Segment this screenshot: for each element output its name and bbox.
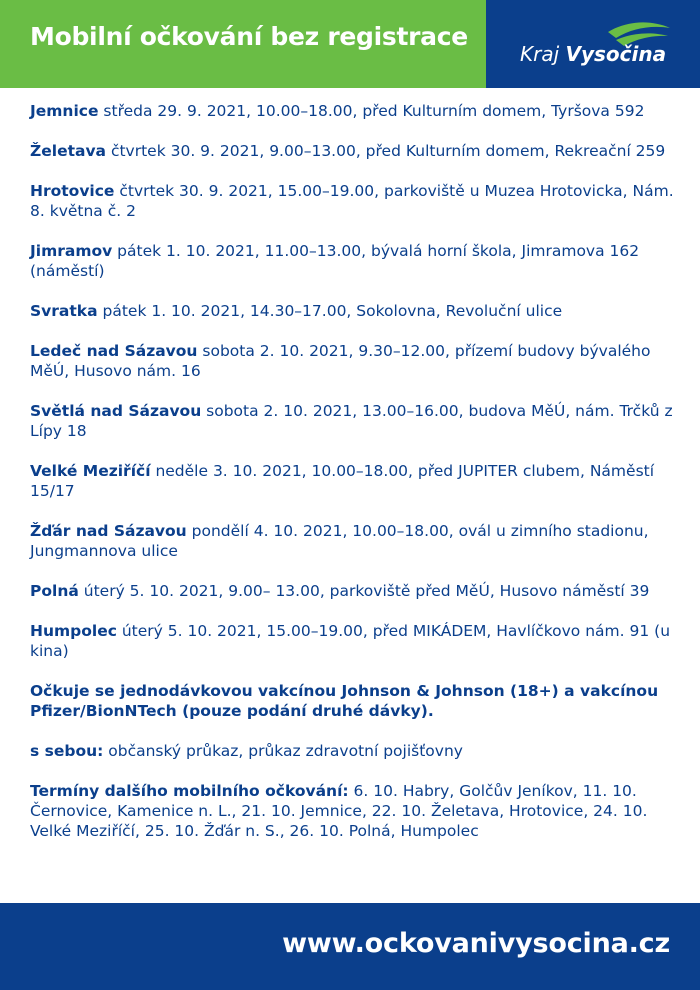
list-item [30,141,680,161]
list-item [30,101,680,121]
list-item [30,341,680,381]
list-item [30,301,680,321]
place-details: úterý 5. 10. 2021, 15.00–19.00, před MIKÁDEM, Havlíčkovo nám. 91 (u kina) [30,622,671,660]
header-green-band [0,0,486,88]
place-name: Jimramov [30,242,113,260]
place-details: pátek 1. 10. 2021, 11.00–13.00, bývalá horní škola, Jimramova 162 (náměstí) [30,242,640,280]
bring-label: s sebou: [30,742,104,760]
website-link[interactable]: www.ockovanivysocina.cz [282,928,670,959]
vaccine-note: Očkuje se jednodávkovou vakcínou Johnson & Johnson (18+) a vakcínou Pfizer/BionNTech (pouze podání druhé dávky). [30,682,659,720]
place-name: Žďár nad Sázavou [30,522,187,540]
place-name: Humpolec [30,622,117,640]
list-item [30,241,680,281]
header [0,0,700,88]
place-name: Ledeč nad Sázavou [30,342,198,360]
list-item [30,401,680,441]
place-name: Hrotovice [30,182,115,200]
place-name: Velké Meziříčí [30,462,151,480]
place-name: Polná [30,582,79,600]
list-item [30,621,680,661]
bring-info [30,741,680,761]
place-details: neděle 3. 10. 2021, 10.00–18.00, před JUPITER clubem, Náměstí 15/17 [30,462,655,500]
list-item [30,181,680,221]
next-dates-text: 6. 10. Habry, Golčův Jeníkov, 11. 10. Černovice, Kamenice n. L., 21. 10. Jemnice, 22. 10. Želetava, Hrotovice, 24. 10. Velké Meziříčí, 25. 10. Žďár n. S., 26. 10. Polná, Humpolec [30,782,648,840]
place-details: úterý 5. 10. 2021, 9.00– 13.00, parkoviště před MěÚ, Husovo náměstí 39 [78,582,650,600]
place-details: čtvrtek 30. 9. 2021, 15.00–19.00, parkoviště u Muzea Hrotovicka, Nám. 8. května č. 2 [30,182,674,220]
place-name: Želetava [30,142,107,160]
list-item [30,581,680,601]
place-name: Jemnice [30,102,99,120]
page-title: Mobilní očkování bez registrace [30,22,468,51]
logo-wordmark [520,42,666,66]
footer [0,903,700,990]
next-dates-label: Termíny dalšího mobilního očkování: [30,782,349,800]
place-details: pondělí 4. 10. 2021, 10.00–18.00, ovál u zimního stadionu, Jungmannova ulice [30,522,649,560]
logo-kraj-text: Kraj [520,42,560,66]
place-details: sobota 2. 10. 2021, 9.30–12.00, přízemí budovy bývalého MěÚ, Husovo nám. 16 [30,342,651,380]
logo-vysocina-text: Vysočina [565,42,667,66]
schedule-list [30,101,680,861]
bring-text: občanský průkaz, průkaz zdravotní pojišťovny [103,742,463,760]
place-details: sobota 2. 10. 2021, 13.00–16.00, budova MěÚ, nám. Trčků z Lípy 18 [30,402,673,440]
place-name: Svratka [30,302,98,320]
place-details: čtvrtek 30. 9. 2021, 9.00–13.00, před Kulturním domem, Rekreační 259 [106,142,666,160]
place-details: pátek 1. 10. 2021, 14.30–17.00, Sokolovna, Revoluční ulice [97,302,563,320]
next-dates-info [30,781,680,841]
place-name: Světlá nad Sázavou [30,402,202,420]
list-item [30,461,680,501]
list-item [30,521,680,561]
place-details: středa 29. 9. 2021, 10.00–18.00, před Kulturním domem, Tyršova 592 [98,102,645,120]
